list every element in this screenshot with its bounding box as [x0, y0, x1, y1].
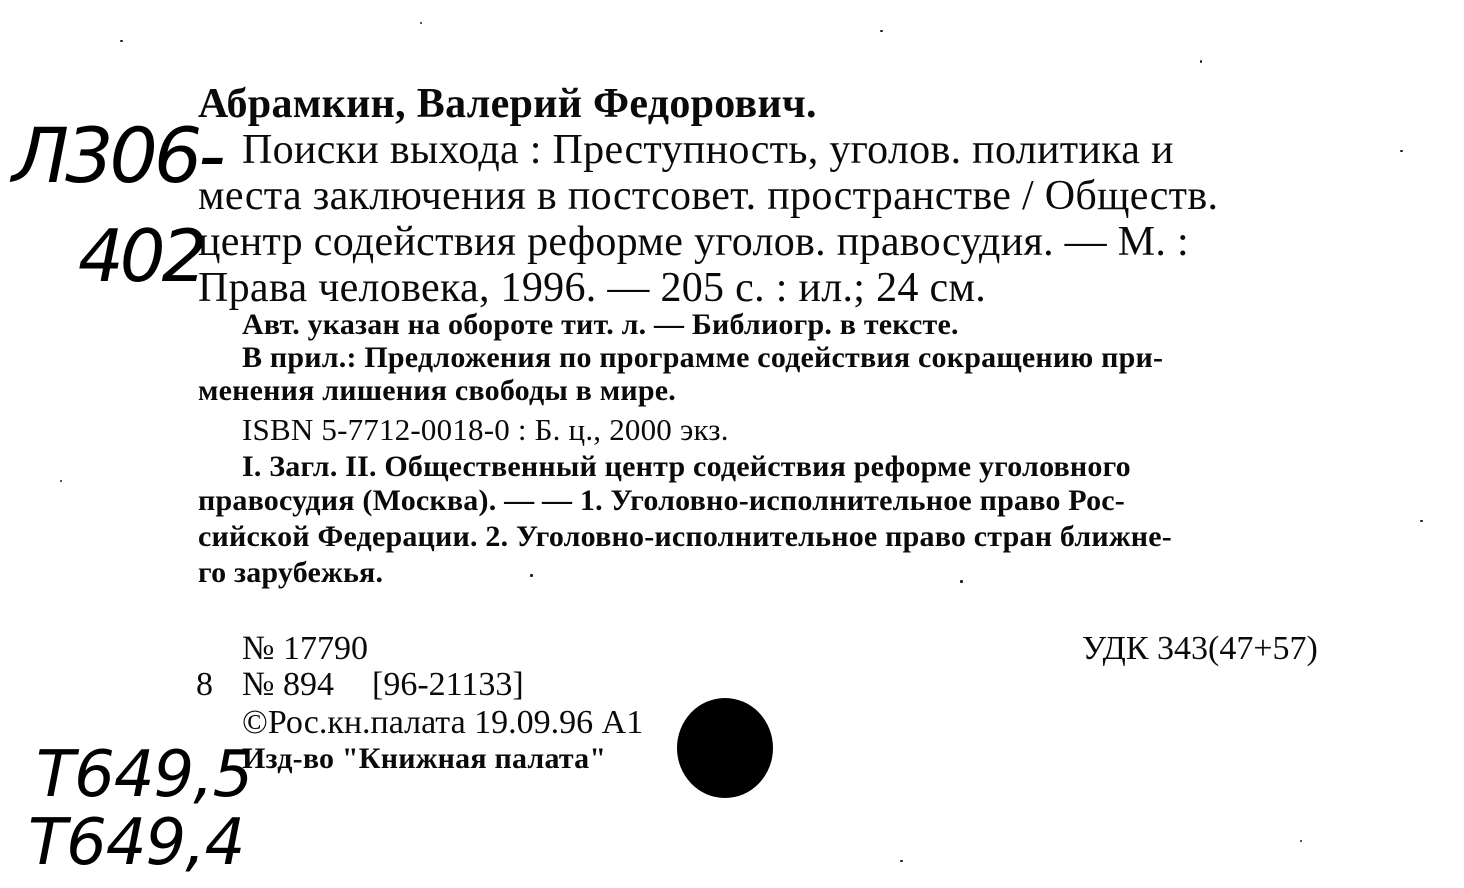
noise-speck — [1420, 520, 1423, 522]
title-line: места заключения в постсовет. пространстве / Обществ. — [198, 173, 1219, 219]
handwritten-call-number-1: Т649,5 — [36, 738, 253, 812]
note-line: В прил.: Предложения по программе содействия сокращению при- — [242, 341, 1164, 374]
noise-speck — [420, 22, 422, 24]
isbn-line: ISBN 5-7712-0018-0 : Б. ц., 2000 экз. — [242, 412, 729, 447]
title-line: Права человека, 1996. — 205 с. : ил.; 24 см. — [198, 265, 987, 311]
noise-speck — [1400, 150, 1403, 152]
note-line: го зарубежья. — [198, 556, 384, 589]
noise-speck — [120, 40, 123, 42]
noise-speck — [880, 30, 883, 32]
title-line: Поиски выхода : Преступность, уголов. политика и — [242, 127, 1174, 173]
note-line: I. Загл. II. Общественный центр содействия реформе уголовного — [242, 450, 1131, 483]
record-number-2: № 894 — [242, 666, 334, 703]
shelfmark-handwritten-2: 402 — [78, 214, 204, 298]
handwritten-call-number-2: Т649,4 — [28, 806, 245, 880]
noise-speck — [60, 480, 62, 482]
author-heading: Абрамкин, Валерий Федорович. — [198, 81, 817, 127]
shelfmark-handwritten-1: Л306- — [12, 111, 222, 200]
punch-hole — [677, 698, 773, 798]
copyright-line: ©Рос.кн.палата 19.09.96 А1 — [242, 704, 644, 741]
note-line: Авт. указан на обороте тит. л. — Библиогр. в тексте. — [242, 308, 959, 341]
note-line: правосудия (Москва). — — 1. Уголовно-исполнительное право Рос- — [198, 484, 1125, 517]
record-prefix: 8 — [196, 666, 213, 703]
udc-code: УДК 343(47+57) — [1082, 630, 1318, 667]
note-line: менения лишения свободы в мире. — [198, 374, 676, 407]
publisher-line: Изд-во "Книжная палата" — [242, 742, 607, 775]
record-code: [96-21133] — [372, 666, 524, 703]
noise-speck — [1300, 840, 1302, 842]
record-number: № 17790 — [242, 630, 368, 667]
noise-speck — [900, 860, 903, 862]
title-line: центр содействия реформе уголов. правосудия. — М. : — [198, 219, 1189, 265]
note-line: сийской Федерации. 2. Уголовно-исполнительное право стран ближне- — [198, 520, 1172, 553]
noise-speck — [960, 580, 963, 583]
noise-speck — [530, 574, 533, 577]
noise-speck — [1200, 60, 1202, 63]
